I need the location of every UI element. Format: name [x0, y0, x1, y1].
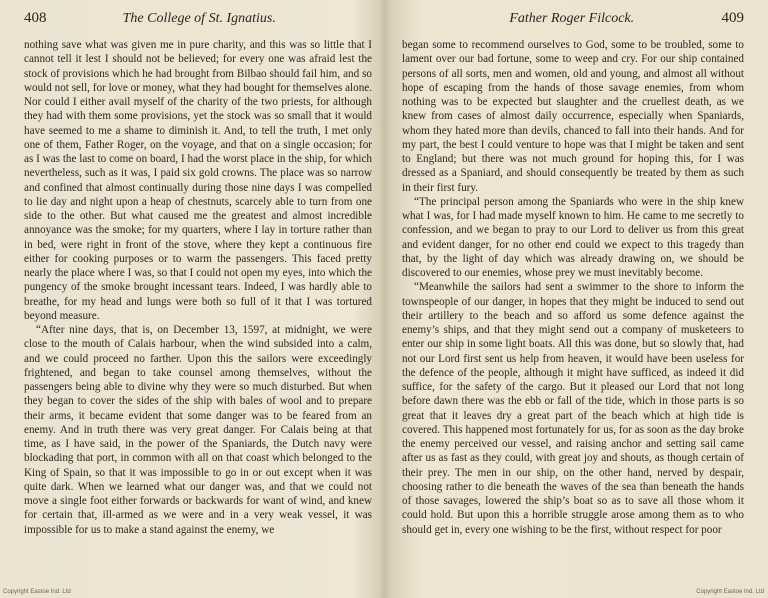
paragraph: “The principal person among the Spaniards who were in the ship knew what I was, for I had made myself known to him. He came to me secretly to confession, and we began to pray to our Lord to deliver us from this great and evident danger, for no other end could we expect to this tragedy than that, by the light of day which was already drawing on, we should be discovered to our enemies, whose prey we must inevitably become.	[402, 195, 744, 279]
running-head-left	[24, 10, 372, 32]
paragraph: “After nine days, that is, on December 13, 1597, at midnight, we were close to the mouth of Calais harbour, when the wind subsided into a calm, and we could proceed no farther. Upon this the sailors were exceedingly frightened, and began to take counsel among themselves, without the passengers being able to divine why they were so much disturbed. But when they began to cover the sides of the ship with bales of wool and to prepare their arms, it became evident that some danger was to be feared from an enemy. And in truth there was very great danger. For Calais being at that time, as I have said, in the power of the Spaniards, the Dutch navy were blockading that port, in common with all on that coast which belonged to the King of Spain, so that it was impossible to go in or out except when it was quite dark. When we learned what our danger was, and that we could not move a single foot either forwards or backwards for want of wind, and knew for certain that, ill-armed as we were and in a very weak vessel, it was impossible for us to make a stand against the enemy, we	[24, 324, 372, 536]
body-text-right	[402, 38, 744, 537]
watermark-left: Copyright Eastoe Ind. Ltd	[3, 589, 71, 595]
running-head-right	[402, 10, 744, 32]
running-title-right: Father Roger Filcock.	[509, 11, 635, 26]
running-title-left: The College of St. Ignatius.	[122, 11, 276, 26]
watermark-right: Copyright Eastoe Ind. Ltd	[696, 589, 764, 595]
right-page	[384, 0, 768, 598]
paragraph: began some to recommend ourselves to God, some to be troubled, some to lament over our bad fortune, some to weep and cry. For our ship contained persons of all sorts, men and women, old and young, and almost all without hope of escaping from the hands of those savage enemies, from whom nothing was to be expected but slaughter and the cruellest death, as we knew from cases of almost daily occurrence, especially when Spaniards, whom they hated more than devils, chanced to fall into their hands. And for my part, the best I could venture to hope was that I might be taken and sent to England; but there was not much ground for hoping this, for I was dressed as a Spaniard, and should consequently be treated by them as such in their first fury.	[402, 39, 744, 194]
paragraph: “Meanwhile the sailors had sent a swimmer to the shore to inform the townspeople of our danger, in hopes that they might be induced to send out their artillery to the beach and so afford us some defence against the enemy’s ships, and that they might send out a company of musketeers to enter our ship in some light boats. All this was done, but so slowly that, had not our Lord first sent us help from heaven, it would have been useless for the defence of the people, although it might have sufficed, as indeed it did suffice, for the safety of the cargo. But it pleased our Lord that not long before dawn there was the ebb or fall of the tide, which in those parts is so great that it leaves dry a great part of the beach which at high tide is covered. This happened most fortunately for us, for as soon as the day broke the enemy perceived our vessel, and raising anchor and setting sail came after us as fast as they could, with great joy and shouts, as though certain of their prey. The men in our ship, on the other hand, nerved by despair, choosing rather to die beneath the waves of the sea than beneath the hands of those savages, lowered the ship’s boat so as to save all those whom it could hold. But upon this a horrible struggle arose among them as to who should get in, every one wishing to be the first, without respect for poor	[402, 281, 744, 536]
page-number-right: 409	[721, 10, 744, 26]
page-number-left: 408	[24, 10, 47, 26]
body-text-left	[24, 38, 372, 537]
paragraph: nothing save what was given me in pure charity, and this was so little that I cannot tell it lest I should not be believed; for every one was afraid lest the stock of provisions which he had brought from Bilbao should fail him, and so would not sell, for love or money, what they had bought for themselves alone. Nor could I either avail myself of the charity of the two priests, for although they had with them some provisions, yet the stock was so small that it would have seemed to me a shame to diminish it. And, to tell the truth, I met only one of them, Father Roger, on the voyage, and that on a single occasion; for as I was the last to come on board, I had the worst place in the ship, for which nevertheless, such as it was, I paid six gold crowns. The place was so narrow and confined that almost continually during those nine days I was compelled to lie day and night upon a heap of chestnuts, scarcely able to turn from one side to the other. But what caused me the greatest and almost incredible annoyance was the smoke; for my quarters, where I lay in torture rather than in bed, were right in front of the stove, where they kept a continuous fire either for cooking purposes or to warm the passengers. This faced pretty nearly the place where I was, so that I could not open my eyes, into which the pungency of the smoke brought incessant tears. Indeed, I was hardly able to breathe, for my head and lungs were both so full of it that I was tortured beyond measure.	[24, 39, 372, 322]
